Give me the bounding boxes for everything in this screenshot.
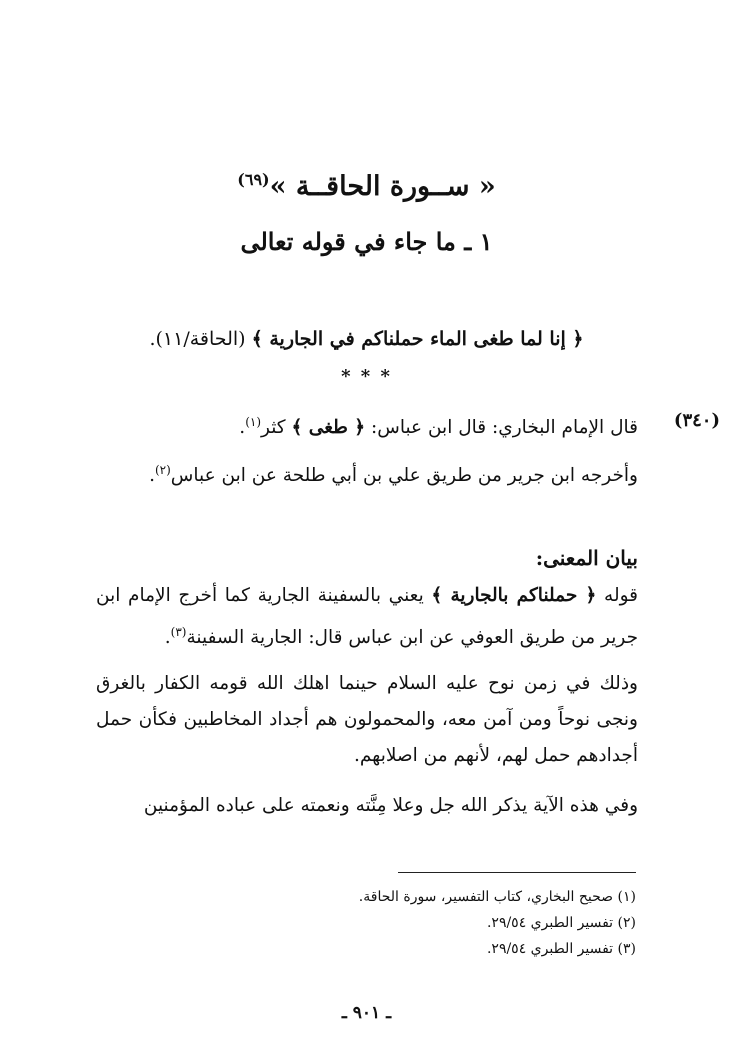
section-title: ١ ـ ما جاء في قوله تعالى [240,227,493,256]
footnotes [300,884,636,962]
meaning-p1-prefix: قوله [596,585,638,606]
footnote-divider [398,872,636,873]
hadith-paragraph-2 [96,452,638,494]
meaning-p1-text: يعني بالسفينة الجارية كما أخرج الإمام ابن جرير من طريق العوفي عن ابن عباس قال: الجارية السفينة [96,585,638,649]
hadith-end: . [239,417,246,439]
hadith-para2-end: . [149,465,155,487]
verse-text: ﴿ إنا لما طغى الماء حملناكم في الجارية ﴾ [251,328,584,350]
hadith-number: (٣٤٠) [673,410,720,431]
page-number: ـ ٩٠١ ـ [341,1003,392,1023]
footnote-2: (٢) تفسير الطبري ٢٩/٥٤. [486,915,636,931]
meaning-p1-quote: ﴿ حملناكم بالجارية ﴾ [431,585,597,606]
footnote-1: (١) صحيح البخاري، كتاب التفسير، سورة الحاقة. [358,889,636,905]
surah-title-text: « ســورة الحاقــة » [269,171,496,202]
hadith-quote: ﴿ طغى ﴾ [291,417,366,439]
meaning-heading: بيان المعنى: [535,546,638,570]
meaning-paragraph-2: وذلك في زمن نوح عليه السلام حينما اهلك الله قومه الكفار بالغرق ونجى نوحاً ومن آمن معه، والمحمولون هم أجداد المخاطبين فكأن حمل أجدادهم حمل لهم، لأنهم من اصلابهم. [96,673,638,766]
footnote-ref-1: (١) [245,415,262,429]
meaning-p1-end: . [164,627,171,649]
quran-verse [0,322,733,356]
hadith-para2-text: وأخرجه ابن جرير من طريق علي بن أبي طلحة عن ابن عباس [170,465,638,487]
footnote-ref-2: (٢) [154,463,171,477]
hadith-prefix: قال الإمام البخاري: قال ابن عباس: [365,417,638,439]
surah-title [0,160,733,207]
meaning-paragraph-3: وفي هذه الآية يذكر الله جل وعلا مِنَّته ونعمته على عباده المؤمنين [143,795,638,816]
verse-reference: (الحاقة/١١). [149,328,252,350]
meaning-paragraph-1 [96,578,638,656]
footnote-3: (٣) تفسير الطبري ٢٩/٥٤. [486,941,636,957]
section-separator: * * * [341,366,392,387]
hadith-suffix: كثر [261,417,292,439]
hadith-line [96,404,638,446]
surah-number: (٦٩) [237,170,270,189]
footnote-ref-3: (٣) [170,625,187,639]
